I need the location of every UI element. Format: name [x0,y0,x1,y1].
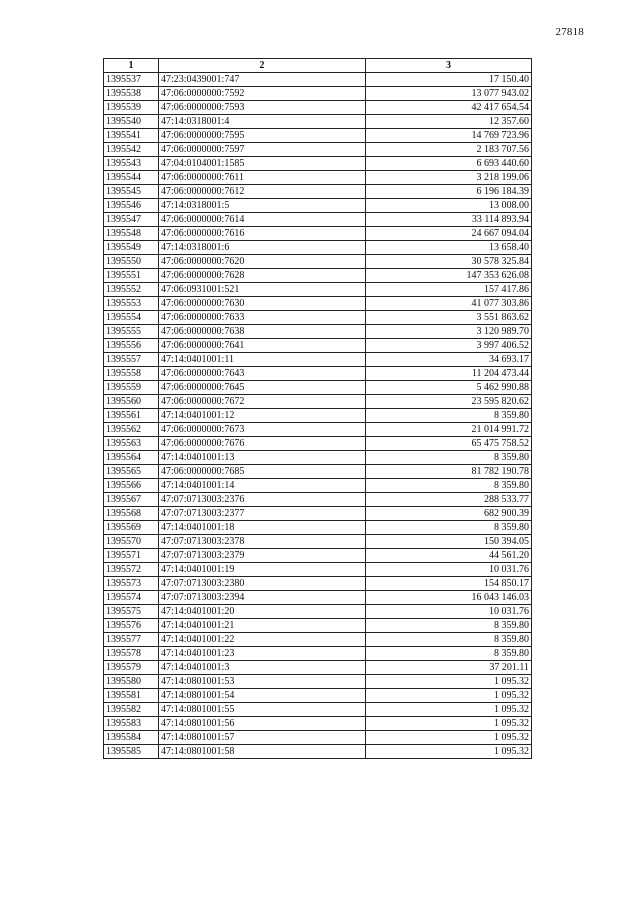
table-row [104,115,532,129]
table-cell-col-1: 1395564 [104,451,159,465]
table-cell-col-2: 47:06:0000000:7611 [159,171,366,185]
table-cell-col-3: 8 359.80 [366,647,532,661]
table-row [104,661,532,675]
table-cell-col-3: 8 359.80 [366,479,532,493]
page-number: 27818 [555,26,584,38]
table-cell-col-1: 1395549 [104,241,159,255]
table-cell-col-3: 13 077 943.02 [366,87,532,101]
table-cell-col-1: 1395544 [104,171,159,185]
table-cell-col-2: 47:14:0801001:56 [159,717,366,731]
table-cell-col-1: 1395581 [104,689,159,703]
table-cell-col-2: 47:06:0000000:7685 [159,465,366,479]
table-row [104,703,532,717]
data-table [103,58,532,759]
table-cell-col-2: 47:14:0401001:18 [159,521,366,535]
table-cell-col-2: 47:06:0000000:7593 [159,101,366,115]
table-cell-col-2: 47:06:0000000:7628 [159,269,366,283]
table-cell-col-1: 1395551 [104,269,159,283]
table-cell-col-3: 1 095.32 [366,689,532,703]
table-cell-col-2: 47:14:0318001:4 [159,115,366,129]
table-row [104,409,532,423]
table-cell-col-2: 47:07:0713003:2377 [159,507,366,521]
table-cell-col-3: 13 008.00 [366,199,532,213]
table-row [104,395,532,409]
table-cell-col-2: 47:06:0000000:7676 [159,437,366,451]
table-cell-col-1: 1395543 [104,157,159,171]
table-row [104,577,532,591]
table-cell-col-2: 47:14:0801001:54 [159,689,366,703]
table-cell-col-3: 1 095.32 [366,675,532,689]
table-cell-col-1: 1395572 [104,563,159,577]
table-cell-col-3: 157 417.86 [366,283,532,297]
table-cell-col-3: 682 900.39 [366,507,532,521]
table-cell-col-3: 1 095.32 [366,745,532,759]
table-cell-col-2: 47:07:0713003:2380 [159,577,366,591]
table-cell-col-3: 5 462 990.88 [366,381,532,395]
table-cell-col-2: 47:06:0000000:7592 [159,87,366,101]
table-row [104,353,532,367]
table-cell-col-3: 6 693 440.60 [366,157,532,171]
table-row [104,689,532,703]
table-row [104,521,532,535]
table-cell-col-3: 23 595 820.62 [366,395,532,409]
table-cell-col-3: 41 077 303.86 [366,297,532,311]
table-row [104,339,532,353]
table-cell-col-3: 8 359.80 [366,633,532,647]
column-header-1: 1 [104,59,159,73]
table-cell-col-1: 1395552 [104,283,159,297]
table-cell-col-1: 1395548 [104,227,159,241]
table-cell-col-3: 24 667 094.04 [366,227,532,241]
table-cell-col-2: 47:14:0318001:6 [159,241,366,255]
table-cell-col-1: 1395550 [104,255,159,269]
table-row [104,465,532,479]
table-cell-col-3: 30 578 325.84 [366,255,532,269]
table-cell-col-2: 47:06:0000000:7620 [159,255,366,269]
table-cell-col-2: 47:06:0000000:7630 [159,297,366,311]
table-cell-col-3: 3 218 199.06 [366,171,532,185]
table-cell-col-3: 12 357.60 [366,115,532,129]
table-cell-col-2: 47:06:0931001:521 [159,283,366,297]
table-cell-col-1: 1395569 [104,521,159,535]
table-row [104,381,532,395]
table-cell-col-3: 44 561.20 [366,549,532,563]
table-cell-col-1: 1395576 [104,619,159,633]
table-row [104,73,532,87]
table-row [104,731,532,745]
table-cell-col-2: 47:06:0000000:7597 [159,143,366,157]
table-cell-col-3: 150 394.05 [366,535,532,549]
table-cell-col-2: 47:14:0401001:3 [159,661,366,675]
table-row [104,423,532,437]
table-cell-col-1: 1395582 [104,703,159,717]
table-cell-col-2: 47:07:0713003:2376 [159,493,366,507]
table-cell-col-1: 1395568 [104,507,159,521]
table-cell-col-3: 1 095.32 [366,731,532,745]
table-row [104,143,532,157]
table-row [104,549,532,563]
table-cell-col-1: 1395580 [104,675,159,689]
table-cell-col-2: 47:14:0401001:21 [159,619,366,633]
table-cell-col-1: 1395546 [104,199,159,213]
table-cell-col-1: 1395542 [104,143,159,157]
table-row [104,199,532,213]
table-row [104,605,532,619]
table-cell-col-3: 11 204 473.44 [366,367,532,381]
table-cell-col-3: 8 359.80 [366,521,532,535]
table-cell-col-2: 47:14:0801001:53 [159,675,366,689]
table-cell-col-2: 47:06:0000000:7672 [159,395,366,409]
table-row [104,591,532,605]
table-cell-col-3: 33 114 893.94 [366,213,532,227]
table-row [104,269,532,283]
table-cell-col-1: 1395560 [104,395,159,409]
table-cell-col-1: 1395557 [104,353,159,367]
table-cell-col-1: 1395570 [104,535,159,549]
table-cell-col-2: 47:06:0000000:7641 [159,339,366,353]
table-cell-col-2: 47:14:0801001:58 [159,745,366,759]
table-cell-col-1: 1395562 [104,423,159,437]
table-cell-col-3: 10 031.76 [366,563,532,577]
table-cell-col-3: 3 997 406.52 [366,339,532,353]
table-cell-col-2: 47:06:0000000:7645 [159,381,366,395]
table-cell-col-2: 47:07:0713003:2379 [159,549,366,563]
table-row [104,325,532,339]
table-row [104,675,532,689]
table-cell-col-2: 47:14:0401001:12 [159,409,366,423]
table-cell-col-1: 1395573 [104,577,159,591]
table-cell-col-1: 1395563 [104,437,159,451]
table-cell-col-2: 47:23:0439001:747 [159,73,366,87]
table-cell-col-1: 1395540 [104,115,159,129]
table-row [104,185,532,199]
table-cell-col-1: 1395571 [104,549,159,563]
table-cell-col-1: 1395556 [104,339,159,353]
table-cell-col-3: 8 359.80 [366,451,532,465]
table-row [104,493,532,507]
table-cell-col-2: 47:14:0401001:14 [159,479,366,493]
table-cell-col-2: 47:06:0000000:7673 [159,423,366,437]
table-cell-col-1: 1395561 [104,409,159,423]
table-cell-col-1: 1395566 [104,479,159,493]
table-cell-col-3: 81 782 190.78 [366,465,532,479]
table-cell-col-1: 1395545 [104,185,159,199]
table-cell-col-3: 8 359.80 [366,409,532,423]
table-cell-col-1: 1395567 [104,493,159,507]
table-cell-col-2: 47:06:0000000:7638 [159,325,366,339]
table-cell-col-2: 47:06:0000000:7595 [159,129,366,143]
table-cell-col-2: 47:06:0000000:7614 [159,213,366,227]
table-cell-col-1: 1395554 [104,311,159,325]
table-cell-col-3: 21 014 991.72 [366,423,532,437]
table-cell-col-1: 1395547 [104,213,159,227]
table-cell-col-3: 6 196 184.39 [366,185,532,199]
table-cell-col-1: 1395539 [104,101,159,115]
table-cell-col-1: 1395565 [104,465,159,479]
table-cell-col-1: 1395541 [104,129,159,143]
table-cell-col-2: 47:14:0801001:57 [159,731,366,745]
table-cell-col-2: 47:06:0000000:7643 [159,367,366,381]
table-row [104,633,532,647]
table-row [104,171,532,185]
table-cell-col-2: 47:14:0401001:19 [159,563,366,577]
table-cell-col-3: 17 150.40 [366,73,532,87]
table-row [104,213,532,227]
header-row [104,59,532,73]
table-cell-col-3: 14 769 723.96 [366,129,532,143]
table-cell-col-1: 1395538 [104,87,159,101]
table-cell-col-1: 1395577 [104,633,159,647]
table-row [104,479,532,493]
table-row [104,87,532,101]
table-row [104,255,532,269]
table-cell-col-2: 47:14:0401001:13 [159,451,366,465]
table-cell-col-2: 47:14:0318001:5 [159,199,366,213]
table-row [104,535,532,549]
table-cell-col-1: 1395584 [104,731,159,745]
table-cell-col-3: 1 095.32 [366,717,532,731]
table-row [104,451,532,465]
table-row [104,717,532,731]
table-header [104,59,532,73]
table-cell-col-3: 16 043 146.03 [366,591,532,605]
table-row [104,241,532,255]
table-body [104,73,532,759]
table-row [104,563,532,577]
table-row [104,157,532,171]
table-row [104,745,532,759]
table-cell-col-1: 1395555 [104,325,159,339]
column-header-3: 3 [366,59,532,73]
table-cell-col-2: 47:06:0000000:7616 [159,227,366,241]
table-row [104,437,532,451]
table-cell-col-1: 1395579 [104,661,159,675]
table-cell-col-3: 147 353 626.08 [366,269,532,283]
table-cell-col-2: 47:14:0401001:23 [159,647,366,661]
table-cell-col-2: 47:04:0104001:1585 [159,157,366,171]
table-cell-col-3: 3 551 863.62 [366,311,532,325]
table-cell-col-1: 1395585 [104,745,159,759]
table-cell-col-1: 1395558 [104,367,159,381]
table-cell-col-2: 47:07:0713003:2394 [159,591,366,605]
table-row [104,647,532,661]
table-row [104,367,532,381]
table-cell-col-2: 47:14:0801001:55 [159,703,366,717]
table-cell-col-3: 34 693.17 [366,353,532,367]
table-row [104,507,532,521]
table-cell-col-3: 3 120 989.70 [366,325,532,339]
table-cell-col-1: 1395559 [104,381,159,395]
table-cell-col-2: 47:07:0713003:2378 [159,535,366,549]
column-header-2: 2 [159,59,366,73]
table-cell-col-3: 42 417 654.54 [366,101,532,115]
table-row [104,619,532,633]
table-cell-col-1: 1395574 [104,591,159,605]
table-cell-col-3: 154 850.17 [366,577,532,591]
table-row [104,129,532,143]
table-cell-col-2: 47:06:0000000:7612 [159,185,366,199]
table-row [104,283,532,297]
table-cell-col-1: 1395583 [104,717,159,731]
table-cell-col-1: 1395537 [104,73,159,87]
table-cell-col-3: 65 475 758.52 [366,437,532,451]
table-cell-col-3: 10 031.76 [366,605,532,619]
table-cell-col-3: 8 359.80 [366,619,532,633]
table-cell-col-3: 2 183 707.56 [366,143,532,157]
table-cell-col-3: 1 095.32 [366,703,532,717]
table-cell-col-1: 1395553 [104,297,159,311]
table-row [104,297,532,311]
table-cell-col-1: 1395578 [104,647,159,661]
table-row [104,101,532,115]
table-cell-col-2: 47:14:0401001:20 [159,605,366,619]
table-row [104,311,532,325]
table-cell-col-3: 13 658.40 [366,241,532,255]
table-cell-col-2: 47:06:0000000:7633 [159,311,366,325]
table-cell-col-1: 1395575 [104,605,159,619]
table-cell-col-3: 288 533.77 [366,493,532,507]
table-row [104,227,532,241]
table-cell-col-2: 47:14:0401001:22 [159,633,366,647]
table-cell-col-3: 37 201.11 [366,661,532,675]
table-cell-col-2: 47:14:0401001:11 [159,353,366,367]
